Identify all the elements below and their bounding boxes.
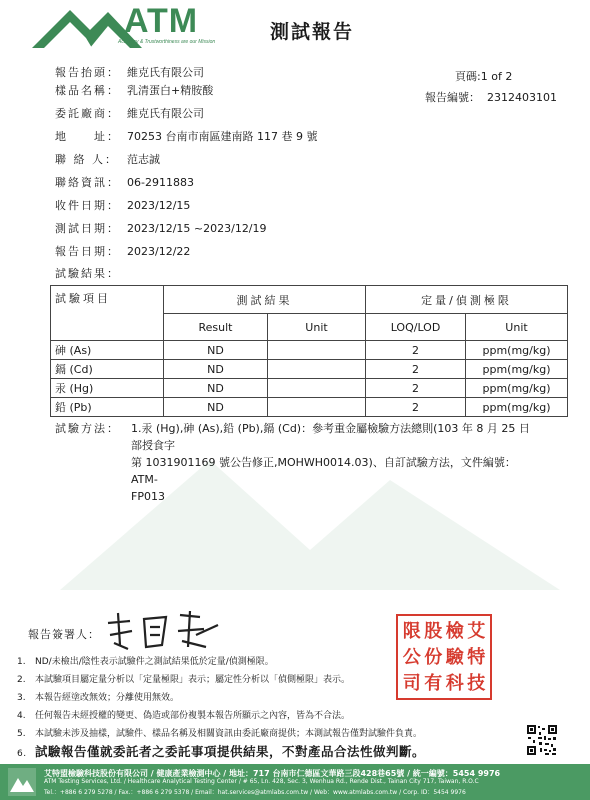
- page-number: [455, 68, 512, 84]
- field-report-date: [55, 244, 190, 260]
- note-number: 5.: [17, 729, 26, 739]
- footer-line-company: 艾特盟檢驗科技股份有限公司 / 健康產業檢測中心 / 地址：717 台南市仁德區文華路三段428巷65號 / 統一編號：5454 9976: [44, 769, 501, 778]
- field-value: 乳清蛋白+精胺酸: [127, 84, 214, 97]
- seal-char: 股: [424, 621, 443, 642]
- logo-text: ATM: [124, 2, 199, 40]
- cell-unit: [268, 379, 366, 398]
- cell-loq: 2: [366, 379, 466, 398]
- footer-bar: [0, 764, 590, 800]
- field-contact: [55, 152, 160, 168]
- note-item: [17, 742, 425, 760]
- seal-char: 技: [467, 673, 486, 694]
- column-header-loq: LOQ/LOD: [366, 314, 466, 341]
- field-sample-name: [55, 83, 213, 99]
- report-number-label: 報告編號：: [425, 91, 480, 104]
- field-label: 樣品名稱：: [55, 84, 120, 97]
- cell-loq: 2: [366, 341, 466, 360]
- field-value: 2023/12/15 ~2023/12/19: [127, 222, 267, 235]
- cell-unit: [268, 360, 366, 379]
- seal-char: 驗: [445, 647, 464, 668]
- note-text: ND/未檢出/陰性表示試驗件之測試結果低於定量/偵測極限。: [35, 657, 274, 667]
- table-row: [51, 360, 568, 379]
- field-value: 06-2911883: [127, 176, 194, 189]
- note-item: [17, 672, 350, 685]
- cell-result: ND: [164, 360, 268, 379]
- field-label: 報告抬頭：: [55, 66, 120, 79]
- cell-unit-limit: ppm(mg/kg): [466, 360, 568, 379]
- note-text: 試驗報告僅就委託者之委託事項提供結果，不對產品合法性做判斷。: [35, 744, 426, 759]
- field-label: 地 址：: [55, 130, 120, 143]
- signature-icon: [100, 605, 230, 655]
- seal-char: 份: [424, 647, 443, 668]
- footer-logo-icon: [8, 768, 36, 796]
- seal-char: 限: [402, 621, 421, 642]
- column-header-item: 試驗項目: [51, 286, 164, 341]
- note-item: [17, 726, 422, 739]
- field-label: 聯絡資訊：: [55, 176, 120, 189]
- seal-char: 有: [424, 673, 443, 694]
- field-value: 維克氏有限公司: [127, 66, 204, 79]
- field-label: 報告日期：: [55, 245, 120, 258]
- field-label: 試驗結果：: [55, 267, 120, 280]
- cell-unit: [268, 398, 366, 417]
- cell-result: ND: [164, 398, 268, 417]
- note-number: 1.: [17, 657, 26, 667]
- seal-char: 司: [402, 673, 421, 694]
- field-value: 2023/12/22: [127, 245, 191, 258]
- field-value: 范志誠: [127, 153, 160, 166]
- qr-code-icon: [526, 724, 558, 756]
- field-value: 維克氏有限公司: [127, 107, 204, 120]
- note-item: [17, 654, 274, 667]
- cell-unit: [268, 341, 366, 360]
- column-header-limit-group: 定量/偵測極限: [366, 286, 568, 314]
- logo-tagline: Accuracy & Trustworthiness are our Mission: [118, 39, 216, 45]
- field-label: 聯 絡 人：: [55, 153, 118, 166]
- note-number: 4.: [17, 711, 26, 721]
- table-row: [51, 398, 568, 417]
- note-number: 3.: [17, 693, 26, 703]
- report-number-value: 2312403101: [487, 91, 557, 104]
- field-test-results: [55, 266, 127, 282]
- report-number: [425, 89, 557, 105]
- seal-char: 艾: [467, 621, 486, 642]
- signer-label: 報告簽署人：: [28, 628, 100, 641]
- test-method-line: FP013: [131, 490, 165, 503]
- table-row: [51, 341, 568, 360]
- seal-char: 科: [445, 673, 464, 694]
- field-label: 測試日期：: [55, 222, 120, 235]
- field-received-date: [55, 198, 190, 214]
- cell-loq: 2: [366, 360, 466, 379]
- note-text: 本報告經塗改無效；分離使用無效。: [35, 693, 180, 703]
- seal-char: 特: [467, 647, 486, 668]
- column-header-unit-limit: Unit: [466, 314, 568, 341]
- seal-char: 公: [402, 647, 421, 668]
- cell-item: 砷 (As): [51, 341, 164, 360]
- test-method-line: 1.汞 (Hg),砷 (As),鉛 (Pb),鎘 (Cd)：參考重金屬檢驗方法總則(103 年 8 月 25 日部授食字: [131, 422, 530, 452]
- cell-loq: 2: [366, 398, 466, 417]
- note-text: 任何報告未經授權的變更、偽造或部份複製本報告所顯示之內容，皆為不合法。: [35, 711, 351, 721]
- field-report-header: [55, 65, 204, 81]
- table-row: [51, 379, 568, 398]
- page-title: 測試報告: [270, 21, 355, 43]
- note-item: [17, 708, 350, 721]
- cell-unit-limit: ppm(mg/kg): [466, 398, 568, 417]
- company-seal: [396, 614, 492, 700]
- field-value: 70253 台南市南區建南路 117 巷 9 號: [127, 130, 318, 143]
- column-header-result-group: 測試結果: [164, 286, 366, 314]
- footer-line-address: ATM Testing Services, Ltd. / Healthcare Analytical Testing Center / # 65, Ln. 428, Sec. 3, Wenhua Rd., Rende Dist., Tainan City 717, Taiwan, R.O.C: [44, 778, 479, 785]
- note-text: 本試驗未涉及抽樣，試驗件、樣品名稱及相關資訊由委託廠商提供；本測試報告僅對試驗件負責。: [35, 729, 423, 739]
- column-header-unit: Unit: [268, 314, 366, 341]
- cell-item: 汞 (Hg): [51, 379, 164, 398]
- field-client: [55, 106, 204, 122]
- cell-item: 鎘 (Cd): [51, 360, 164, 379]
- page-value: 1 of 2: [480, 70, 513, 83]
- note-item: [17, 690, 179, 703]
- cell-result: ND: [164, 379, 268, 398]
- test-method-line: 第 1031901169 號公告修正,MOHWH0014.03)、自訂試驗方法，文件編號：ATM-: [131, 456, 516, 486]
- footer-line-contact: Tel.：+886 6 279 5278 / Fax.：+886 6 279 5378 / Email：hat.services@atmlabs.com.tw / Web：www.atmlabs.com.tw / Corp. ID：5454 9976: [44, 789, 466, 796]
- column-header-result: Result: [164, 314, 268, 341]
- field-label: 收件日期：: [55, 199, 120, 212]
- cell-result: ND: [164, 341, 268, 360]
- field-contact-info: [55, 175, 194, 191]
- field-label: 委託廠商：: [55, 107, 120, 120]
- cell-unit-limit: ppm(mg/kg): [466, 341, 568, 360]
- cell-unit-limit: ppm(mg/kg): [466, 379, 568, 398]
- page-label: 頁碼:: [455, 70, 481, 83]
- note-number: 2.: [17, 675, 26, 685]
- field-test-date: [55, 221, 267, 237]
- seal-char: 檢: [445, 621, 464, 642]
- watermark-logo-icon: [60, 440, 560, 590]
- test-method-label: 試驗方法：: [55, 422, 120, 435]
- note-text: 本試驗項目屬定量分析以「定量極限」表示；屬定性分析以「偵側極限」表示。: [35, 675, 351, 685]
- results-table: [50, 285, 568, 417]
- table-header-row: [51, 286, 568, 314]
- field-address: [55, 129, 317, 145]
- field-value: 2023/12/15: [127, 199, 191, 212]
- note-number: 6.: [17, 749, 27, 759]
- cell-item: 鉛 (Pb): [51, 398, 164, 417]
